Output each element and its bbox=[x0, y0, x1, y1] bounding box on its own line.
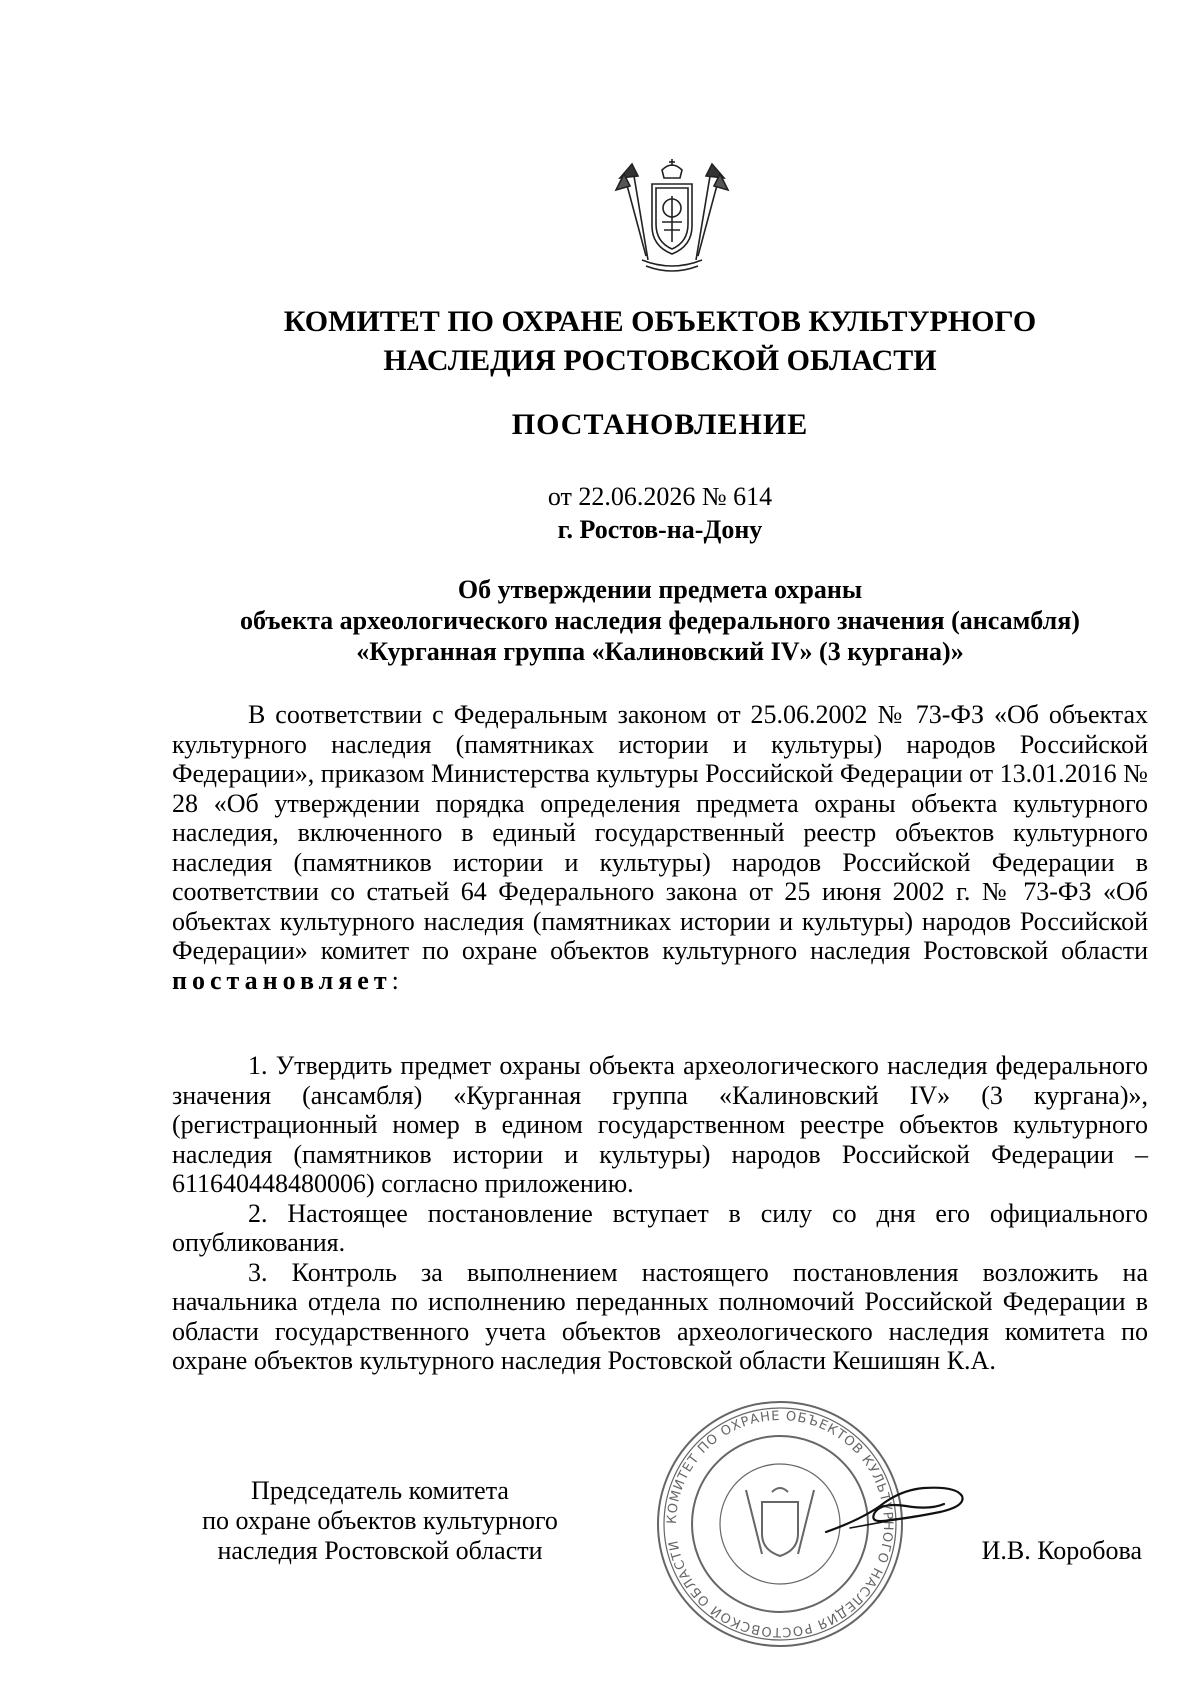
signatory-position-line2: по охране объектов культурного bbox=[202, 1506, 558, 1535]
decree-word: постановляет bbox=[172, 965, 392, 995]
organization-name-line2: НАСЛЕДИЯ РОСТОВСКОЙ ОБЛАСТИ bbox=[383, 344, 937, 377]
rostov-oblast-coat-of-arms-icon bbox=[612, 156, 732, 276]
preamble-text: В соответствии с Федеральным законом от 25.06.2002 № 73-ФЗ «Об объектах культурного наследия (памятниках истории и культуры) народов Российской Федерации», приказом Министерства культуры Российской Федерации от 13.01.2016 № 28 «Об утверждении порядка определения предмета охраны объекта культурного наследия, включенного в единый государственный реестр объектов культурного наследия (памятников истории и культуры) народов Российской Федерации в соответствии со статьей 64 Федерального закона от 25 июня 2002 г. № 73-ФЗ «Об объектах культурного наследия (памятниках истории и культуры) народов Российской Федерации» комитет по охране объектов культурного наследия Ростовской области bbox=[172, 700, 1148, 965]
organization-name-line1: КОМИТЕТ ПО ОХРАНЕ ОБЪЕКТОВ КУЛЬТУРНОГО bbox=[283, 305, 1037, 338]
organization-name bbox=[160, 302, 1160, 380]
decree-item-3: 3. Контроль за выполнением настоящего постановления возложить на начальника отдела по исполнению переданных полномочий Российской Федерации в области государственного учета объектов археологического наследия комитета по охране объектов культурного наследия Ростовской области Кешишян К.А. bbox=[172, 1257, 1148, 1375]
document-date-number: от 22.06.2026 № 614 bbox=[547, 482, 773, 511]
signatory-name: И.В. Коробова bbox=[981, 1536, 1142, 1565]
decree-items bbox=[172, 1051, 1148, 1376]
subject-line1: Об утверждении предмета охраны bbox=[457, 575, 863, 604]
preamble bbox=[172, 700, 1148, 995]
preamble-paragraph bbox=[172, 700, 1148, 995]
document-city: г. Ростов-на-Дону bbox=[557, 515, 763, 544]
signatory-position-line3: наследия Ростовской области bbox=[217, 1536, 543, 1565]
signatory-position-line1: Председатель комитета bbox=[251, 1476, 509, 1505]
subject-line2: объекта археологического наследия федерального значения (ансамбля) bbox=[240, 606, 1080, 635]
subject-line3: «Курганная группа «Калиновский IV» (3 кургана)» bbox=[356, 637, 964, 666]
decree-colon: : bbox=[391, 965, 399, 995]
document-type: ПОСТАНОВЛЕНИЕ bbox=[511, 408, 809, 441]
signatory-position bbox=[160, 1476, 600, 1566]
stamp-text: КОМИТЕТ ПО ОХРАНЕ ОБЪЕКТОВ КУЛЬТУРНОГО НАСЛЕДИЯ РОСТОВСКОЙ ОБЛАСТИ bbox=[664, 1408, 896, 1640]
handwritten-signature-icon bbox=[820, 1476, 990, 1546]
decree-item-2: 2. Настоящее постановление вступает в силу со дня его официального опубликования. bbox=[172, 1198, 1148, 1257]
document-subject bbox=[160, 574, 1160, 667]
decree-item-1: 1. Утвердить предмет охраны объекта археологического наследия федерального значения (ансамбля) «Курганная группа «Калиновский IV» (3 кургана)», (регистрационный номер в едином государственном реестре объектов культурного наследия (памятников истории и культуры) народов Российской Федерации – 611640448480006) согласно приложению. bbox=[172, 1051, 1148, 1198]
